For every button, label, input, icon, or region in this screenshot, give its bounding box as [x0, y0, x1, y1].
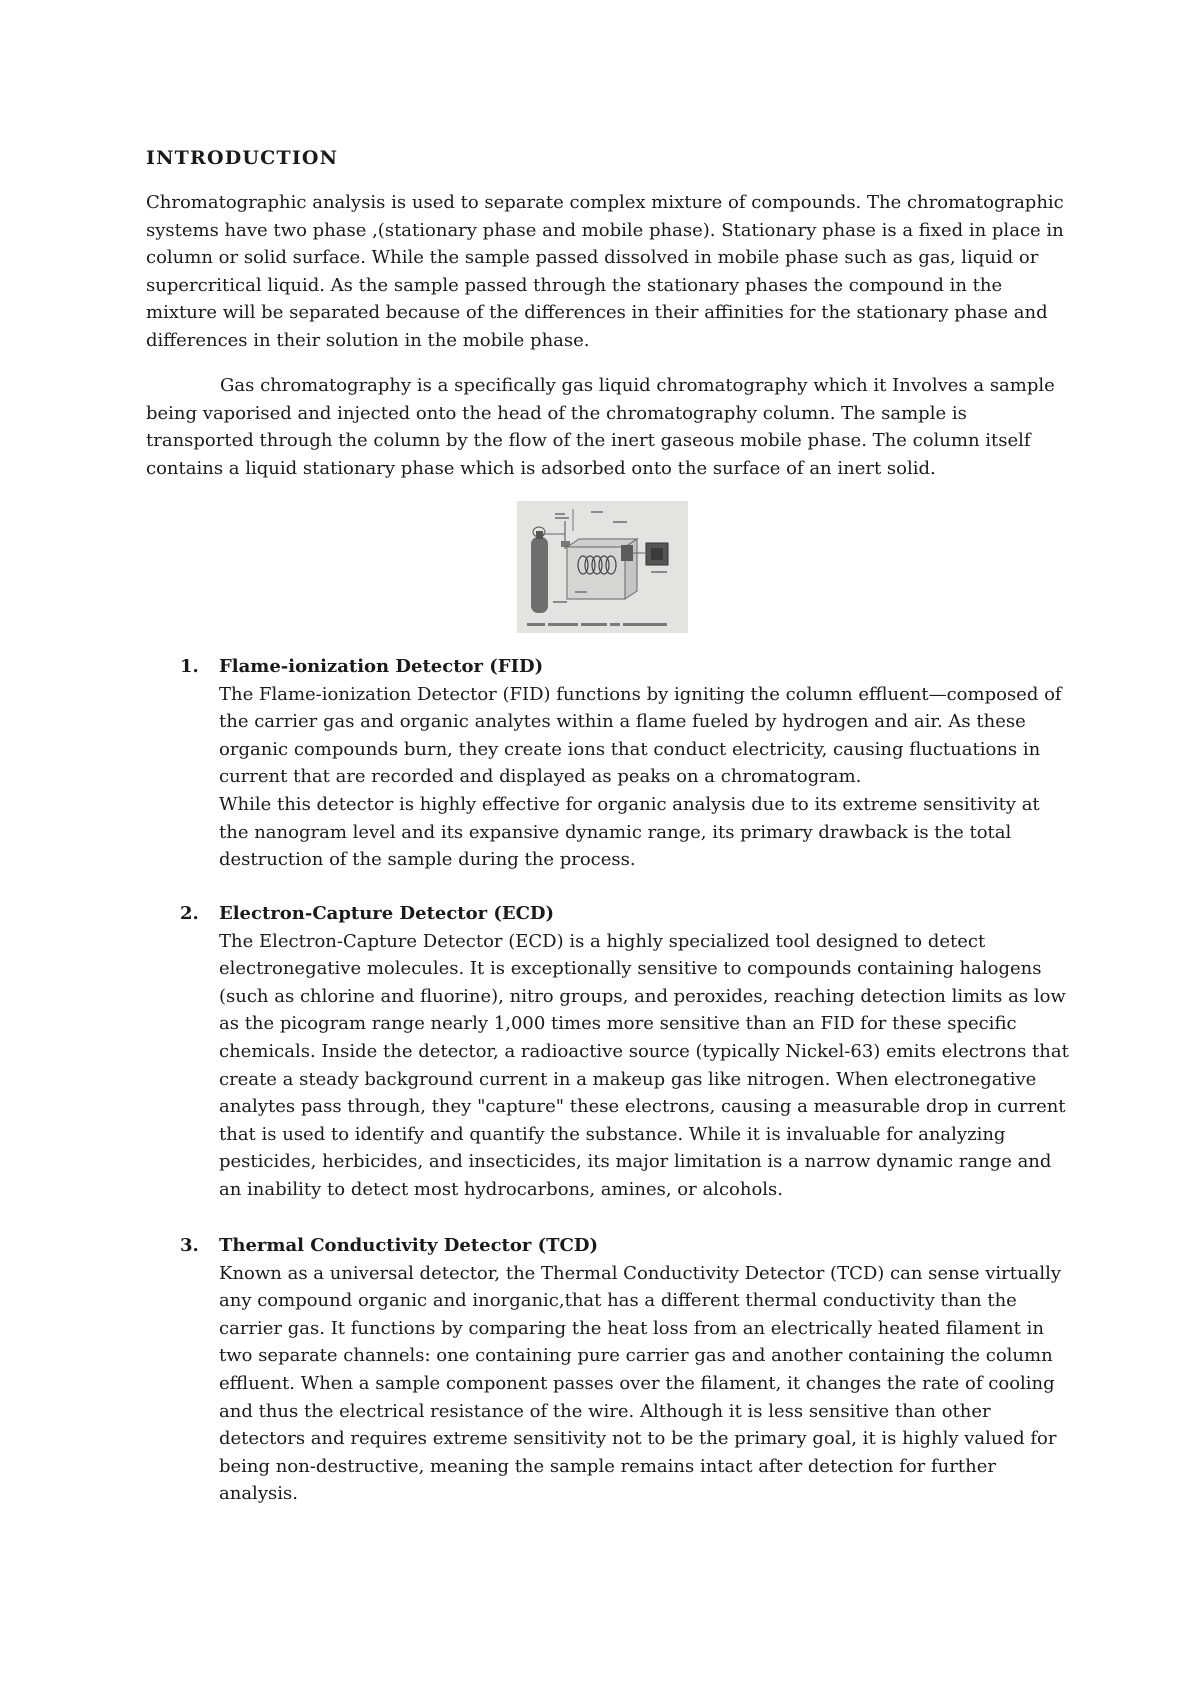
ecd-title: Electron-Capture Detector (ECD) [219, 903, 555, 924]
fid-title: Flame-ionization Detector (FID) [219, 656, 544, 677]
section-heading: INTRODUCTION [146, 147, 339, 169]
list-item-number: 1. [180, 656, 199, 677]
list-item-number: 3. [180, 1235, 199, 1256]
ecd-paragraph: The Electron-Capture Detector (ECD) is a highly specialized tool designed to detect electronegative molecules. It is exceptionally sensitive to compounds containing halogens (such as chlorine and fluorine), nitro groups, and peroxides, reaching detection limits as low as the picogram range nearly 1,000 times more sensitive than an FID for these specific chemicals. Inside the detector, a radioactive source (typically Nickel-63) emits electrons that create a steady background current in a makeup gas like nitrogen. When electronegative analytes pass through, they "capture" these electrons, causing a measurable drop in current that is used to identify and quantify the substance. While it is invaluable for analyzing pesticides, herbicides, and insecticides, its major limitation is a narrow dynamic range and an inability to detect most hydrocarbons, amines, or alcohols. [219, 930, 1069, 1200]
gas-chromatograph-schematic-figure [517, 501, 688, 633]
list-item-number: 2. [180, 903, 199, 924]
tcd-paragraph: Known as a universal detector, the Thermal Conductivity Detector (TCD) can sense virtually any compound organic and inorganic,that has a different thermal conductivity than the carrier gas. It functions by comparing the heat loss from an electrically heated filament in two separate channels: one containing pure carrier gas and another containing the column effluent. When a sample component passes over the filament, it changes the rate of cooling and thus the electrical resistance of the wire. Although it is less sensitive than other detectors and requires extreme sensitivity not to be the primary goal, it is highly valued for being non-destructive, meaning the sample remains intact after detection for further analysis. [219, 1262, 1062, 1505]
fid-paragraph-1: The Flame-ionization Detector (FID) functions by igniting the column effluent—composed of the carrier gas and organic analytes within a flame fueled by hydrogen and air. As these organic compounds burn, they create ions that conduct electricity, causing fluctuations in current that are recorded and displayed as peaks on a chromatogram. [219, 683, 1062, 788]
gas-chromatograph-schematic-image [517, 501, 688, 633]
fid-paragraph-2: While this detector is highly effective for organic analysis due to its extreme sensitivity at the nanogram level and its expansive dynamic range, its primary drawback is the total destruction of the sample during the process. [219, 793, 1040, 871]
tcd-title: Thermal Conductivity Detector (TCD) [219, 1235, 598, 1256]
intro-paragraph-2: Gas chromatography is a specifically gas liquid chromatography which it Involves a sample being vaporised and injected onto the head of the chromatography column. The sample is transported through the column by the flow of the inert gaseous mobile phase. The column itself contains a liquid stationary phase which is adsorbed onto the surface of an inert solid. [146, 375, 1055, 479]
intro-paragraph-1: Chromatographic analysis is used to separate complex mixture of compounds. The chromatographic systems have two phase ,(stationary phase and mobile phase). Stationary phase is a fixed in place in column or solid surface. While the sample passed dissolved in mobile phase such as gas, liquid or supercritical liquid. As the sample passed through the stationary phases the compound in the mixture will be separated because of the differences in their affinities for the stationary phase and differences in their solution in the mobile phase. [146, 192, 1064, 351]
